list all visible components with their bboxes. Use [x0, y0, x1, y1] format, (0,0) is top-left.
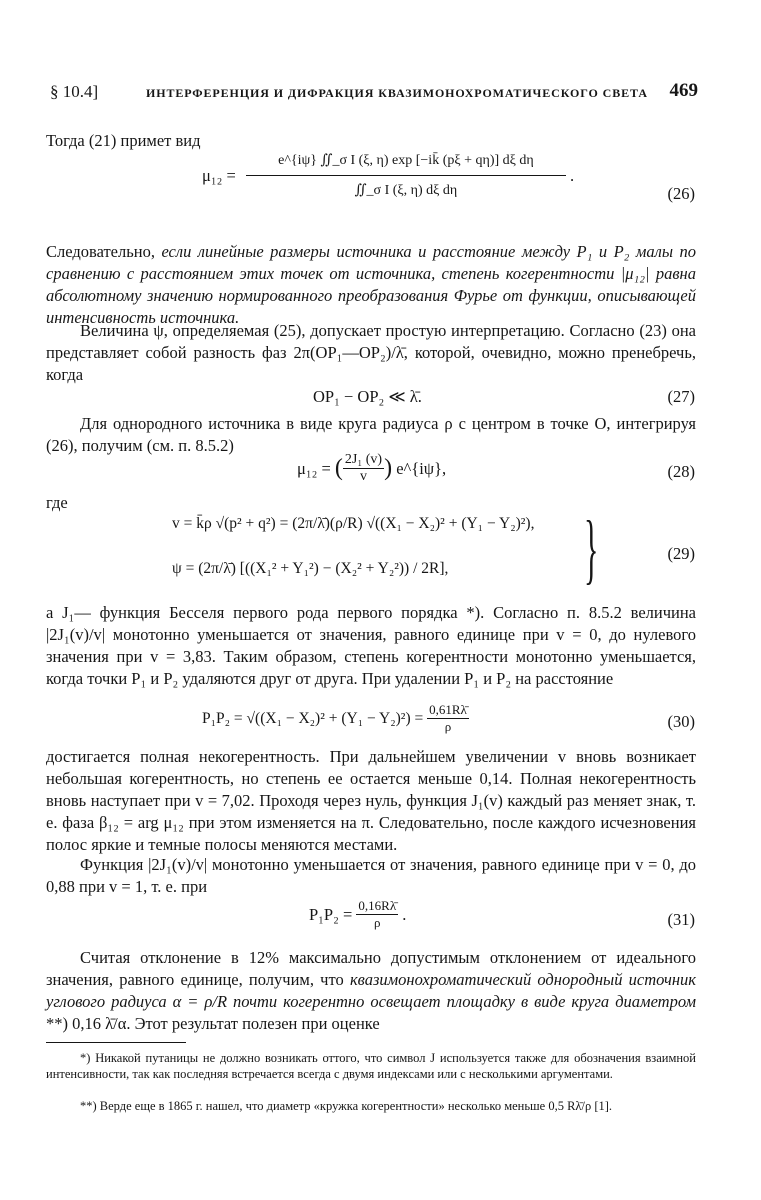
equation-28: μ₁₂ = ( $\frac{\text{2J₁ (v)}}{v}$ ) e^{iψ},	[297, 452, 447, 484]
eq28-num: 2J₁ (v)	[344, 452, 383, 467]
para1-italic: если линейные размеры источника и расстояние между P₁ и P₂ малы по сравнению с расстоянием этих точек от источника, степень когерентности |μ₁₂| равна абсолютному значению нормированного преобразования Фурье от функции, описывающей интенсивность источника.	[46, 242, 696, 327]
eq30-number: (30)	[667, 712, 695, 731]
running-header	[50, 80, 698, 106]
paragraph-function: Функция |2J₁(v)/v| монотонно уменьшается от значения, равного единице при v = 0, до 0,88 при v = 1, т. е. при	[46, 855, 696, 896]
equation-26: μ₁₂ = $\frac{\text{e\textasciicircum{}\{iψ\} ∬\_σ I (ξ, η) exp [−ik̄ (pξ + qη)] dξ dη}}{\text{∬\_σ I (ξ, η) dξ dη}}$ .	[202, 153, 575, 198]
footnote-1: *) Никакой путаницы не должно возникать оттого, что символ J используется также для обозначения взаимной интенсивности, так как последняя встречается всегда с двумя индексами или с несколькими аргументами.	[46, 1051, 696, 1081]
para7-lead: Считая отклонение в 12% максимально допустимым отклонением от идеального значения, равного единице, получим, что	[46, 948, 696, 989]
page-number: 469	[669, 80, 698, 101]
eq31-tail: .	[402, 904, 407, 924]
paragraph-circle-source: Для однородного источника в виде круга радиуса ρ с центром в точке O, интегрируя (26), получим (см. п. 8.5.2)	[46, 414, 696, 455]
paragraph-incoherence: достигается полная некогерентность. При дальнейшем увеличении v вновь возникает небольшая когерентность, но степень ее остается меньше 0,14. Полная некогерентность вновь наступает при v = 7,02. Проходя через нуль, функция J₁(v) каждый раз меняет знак, т. е. фаза β₁₂ = arg μ₁₂ при этом изменяется на π. Следовательно, после каждого исчезновения полос яркие и темные полосы меняются местами.	[46, 747, 696, 854]
footnote-rule	[46, 1042, 186, 1043]
eq29-number: (29)	[667, 544, 695, 563]
paragraph-conclusion	[46, 241, 696, 329]
intro-line: Тогда (21) примет вид	[46, 131, 201, 150]
paragraph-psi: Величина ψ, определяемая (25), допускает простую интерпретацию. Согласно (23) она представляет собой разность фаз 2π(OP₁—OP₂)/λ̄, которой, очевидно, можно пренебречь, когда	[46, 321, 696, 384]
para1-lead: Следовательно,	[46, 242, 155, 261]
eq29-brace: }	[584, 506, 599, 593]
eq26-denominator: ∬_σ I (ξ, η) dξ dη	[354, 183, 458, 198]
equation-29-v: v = k̄ρ √(p² + q²) = (2π/λ̄)(ρ/R) √((X₁ − X₂)² + (Y₁ − Y₂)²),	[172, 515, 535, 532]
paragraph-bessel: а J₁— функция Бесселя первого рода первого порядка *). Согласно п. 8.5.2 величина |2J₁(v)/v| монотонно уменьшается от значения, равного единице при v = 0, до нулевого значения при v = 3,83. Таким образом, степень когерентности монотонно уменьшается, когда точки P₁ и P₂ удаляются друг от друга. При удалении P₁ и P₂ на расстояние	[46, 603, 696, 688]
running-title: ИНТЕРФЕРЕНЦИЯ И ДИФРАКЦИЯ КВАЗИМОНОХРОМАТИЧЕСКОГО СВЕТА	[146, 86, 648, 100]
eq30-num: 0,61Rλ̄	[429, 702, 467, 717]
equation-27: OP₁ − OP₂ ≪ λ̄.	[313, 387, 422, 406]
para7-tail: **) 0,16 λ̄/α. Этот результат полезен при оценке	[46, 1014, 380, 1033]
eq30-lhs: P₁P₂ = √((X₁ − X₂)² + (Y₁ − Y₂)²) =	[202, 709, 424, 727]
eq31-number: (31)	[667, 910, 695, 929]
para7-italic: квазимонохроматический однородный источник углового радиуса α = ρ/R почти когерентно освещает площадку в виде круга диаметром	[46, 970, 696, 1011]
eq31-num: 0,16Rλ̄	[358, 898, 397, 913]
where-label: где	[46, 493, 68, 512]
eq30-den: ρ	[444, 719, 452, 734]
eq31-den: ρ	[374, 915, 381, 930]
eq28-tail: e^{iψ},	[396, 458, 447, 478]
section-number: § 10.4]	[50, 82, 99, 101]
equation-31	[309, 898, 406, 931]
eq26-number: (26)	[667, 184, 695, 203]
footnote-2: **) Верде еще в 1865 г. нашел, что диаметр «кружка когерентности» несколько меньше 0,5 Rλ̄/ρ [1].	[80, 1099, 613, 1113]
paragraph-angular-radius	[46, 947, 696, 1035]
eq28-lhs: μ₁₂ =	[297, 458, 331, 478]
eq27-number: (27)	[667, 387, 695, 406]
eq26-numerator: e^{iψ} ∬_σ I (ξ, η) exp [−ik̄ (pξ + qη)] dξ dη	[246, 152, 566, 176]
equation-29-psi: ψ = (2π/λ̄) [((X₁² + Y₁²) − (X₂² + Y₂²)) / 2R],	[172, 560, 449, 577]
eq28-number: (28)	[667, 462, 695, 481]
eq31-lhs: P₁P₂ =	[309, 904, 353, 924]
eq28-den: v	[360, 469, 367, 484]
eq26-lhs: μ₁₂ =	[202, 165, 236, 185]
equation-30	[202, 702, 469, 735]
